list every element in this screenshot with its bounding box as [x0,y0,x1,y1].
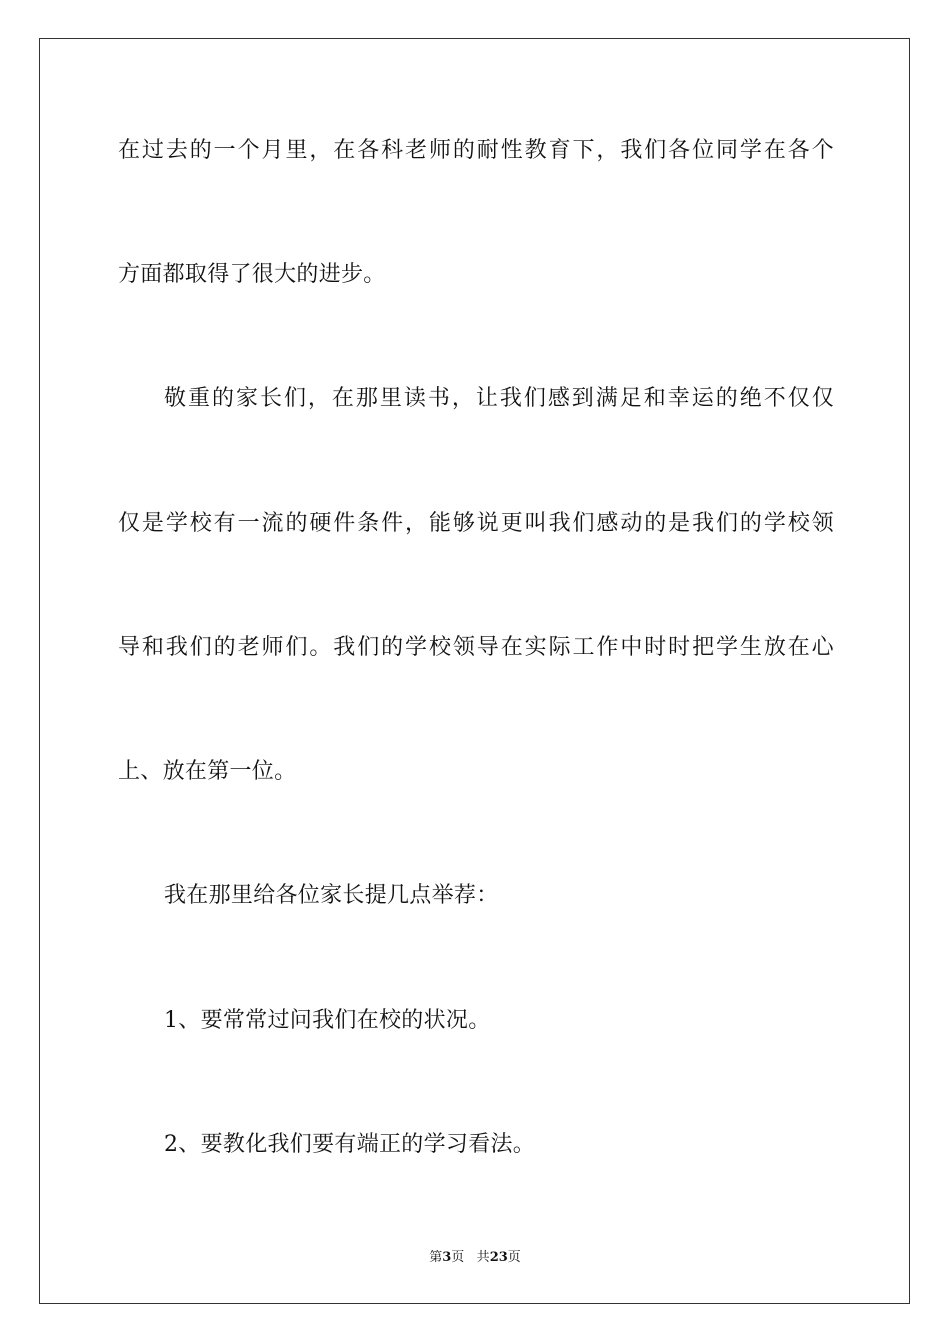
footer-page-number: 3 [442,1250,452,1265]
paragraph-line: 敬重的家长们，在那里读书，让我们感到满足和幸运的绝不仅仅 [164,386,834,411]
page-footer [0,1246,950,1265]
list-item: 2、要教化我们要有端正的学习看法。 [164,1132,536,1157]
paragraph-line: 上、放在第一位。 [118,759,297,784]
list-item: 1、要常常过问我们在校的状况。 [164,1008,491,1033]
paragraph-line: 方面都取得了很大的进步。 [118,262,386,287]
footer-page-suffix: 页 [451,1250,465,1265]
footer-total-pages: 23 [489,1250,508,1265]
footer-total-suffix: 页 [507,1250,521,1265]
paragraph-line: 在过去的一个月里，在各科老师的耐性教育下，我们各位同学在各个 [118,138,834,163]
footer-total-prefix: 共 [476,1250,490,1265]
paragraph-line: 导和我们的老师们。我们的学校领导在实际工作中时时把学生放在心 [118,635,834,660]
page-border [39,38,910,1304]
footer-page-prefix: 第 [429,1250,443,1265]
paragraph-line: 我在那里给各位家长提几点举荐： [164,883,499,908]
paragraph-line: 仅是学校有一流的硬件条件，能够说更叫我们感动的是我们的学校领 [118,511,834,536]
